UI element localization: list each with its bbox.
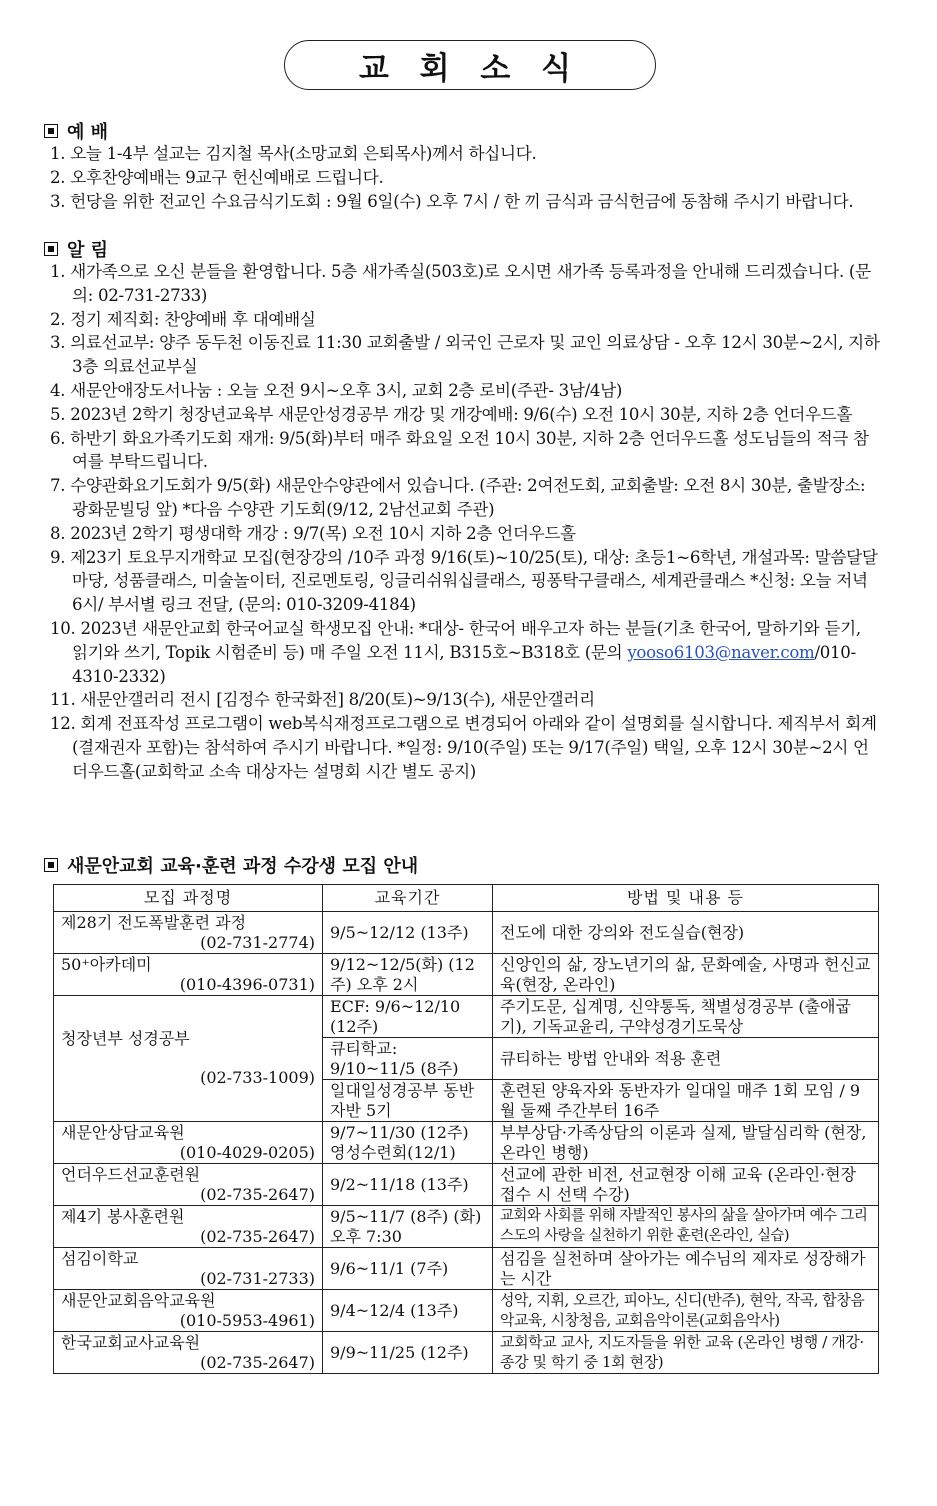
notice-item: 2. 정기 제직회: 찬양예배 후 대예배실 xyxy=(50,309,316,329)
notice-item: 6. 하반기 화요가족기도회 재개: 9/5(화)부터 매주 화요일 오전 10시 30분, 지하 2층 언더우드홀 성도님들의 적극 참여를 부탁드립니다. xyxy=(50,428,869,472)
education-table xyxy=(53,884,879,1374)
worship-item: 1. 오늘 1-4부 설교는 김지철 목사(소망교회 은퇴목사)께서 하십니다. xyxy=(50,144,537,163)
table-row: 청장년부 성경공부 (02-733-1009) ECF: 9/6~12/10 (12주) 주기도문, 십계명, 신약통독, 책별성경공부 (출애굽기), 기독교윤리, 구약성경기도묵상 xyxy=(54,996,879,1038)
worship-heading: 예 배 xyxy=(44,118,108,144)
email-link[interactable]: yooso6103@naver.com xyxy=(627,642,815,662)
notice-item: 11. 새문안갤러리 전시 [김정수 한국화전] 8/20(토)~9/13(수), 새문안갤러리 xyxy=(50,690,595,710)
notice-item: 7. 수양관화요기도회가 9/5(화) 새문안수양관에서 있습니다. (주관: 2여전도회, 교회출발: 오전 8시 30분, 출발장소: 광화문빌딩 앞) *다음 수양관 기도회(9/12, 2남선교회 주관) xyxy=(50,476,866,519)
header-course: 모집 과정명 xyxy=(54,885,323,912)
table-header-row xyxy=(54,885,879,912)
notice-item: 12. 회계 전표작성 프로그램이 web복식재정프로그램으로 변경되어 아래와 같이 설명회를 실시합니다. 제직부서 회계(결재권자 포함)는 참석하여 주시기 바랍니다. *일정: 9/10(주일) 또는 9/17(주일) 택일, 오후 12시 30분~2시 언더우드홀(교회학교 소속 대상자는 설명회 시간 별도 공지) xyxy=(50,714,877,781)
education-heading: 새문안교회 교육·훈련 과정 수강생 모집 안내 xyxy=(44,852,418,878)
header-period: 교육기간 xyxy=(323,885,493,912)
notice-item: 3. 의료선교부: 양주 동두천 이동진료 11:30 교회출발 / 외국인 근로자 및 교인 의료상담 - 오후 12시 30분~2시, 지하 3층 의료선교부실 xyxy=(50,333,880,377)
square-bullet-icon xyxy=(44,124,58,138)
square-bullet-icon xyxy=(44,858,58,872)
notice-item: 4. 새문안애장도서나눔 : 오늘 오전 9시~오후 3시, 교회 2층 로비(주관- 3남/4남) xyxy=(50,380,623,400)
header-content: 방법 및 내용 등 xyxy=(493,885,879,912)
worship-item: 2. 오후찬양예배는 9교구 헌신예배로 드립니다. xyxy=(50,167,384,187)
table-row: 50⁺아카데미 (010-4396-0731) 9/12~12/5(화) (12주) 오후 2시 신앙인의 삶, 장노년기의 삶, 문화예술, 사명과 헌신교육(현장, 온라인) xyxy=(54,954,879,996)
notice-item: 1. 새가족으로 오신 분들을 환영합니다. 5층 새가족실(503호)로 오시면 새가족 등록과정을 안내해 드리겠습니다. (문의: 02-731-2733) xyxy=(50,262,871,305)
notices-list xyxy=(50,260,880,784)
table-row: 일대일성경공부 동반자반 5기 훈련된 양육자와 동반자가 일대일 매주 1회 모임 / 9월 둘째 주간부터 16주 xyxy=(54,1080,879,1122)
notice-item: 5. 2023년 2학기 청장년교육부 새문안성경공부 개강 및 개강예배: 9/6(수) 오전 10시 30분, 지하 2층 언더우드홀 xyxy=(50,404,853,424)
table-row: 제4기 봉사훈련원 (02-735-2647) 9/5~11/7 (8주) (화) 오후 7:30 교회와 사회를 위해 자발적인 봉사의 삶을 살아가며 예수 그리스도의 사랑을 실천하기 위한 훈련(온라인, 실습) xyxy=(54,1206,879,1248)
worship-item: 3. 헌당을 위한 전교인 수요금식기도회 : 9월 6일(수) 오후 7시 / 한 끼 금식과 금식헌금에 동참해 주시기 바랍니다. xyxy=(50,191,854,211)
table-row: 섬김이학교 (02-731-2733) 9/6~11/1 (7주) 섬김을 실천하며 살아가는 예수님의 제자로 성장해가는 시간 xyxy=(54,1248,879,1290)
table-row: 새문안상담교육원 (010-4029-0205) 9/7~11/30 (12주) 영성수련회(12/1) 부부상담·가족상담의 이론과 실제, 발달심리학 (현장, 온라인 병행) xyxy=(54,1122,879,1164)
table-row: 언더우드선교훈련원 (02-735-2647) 9/2~11/18 (13주) 선교에 관한 비전, 선교현장 이해 교육 (온라인·현장 접수 시 선택 수강) xyxy=(54,1164,879,1206)
table-row: 큐티학교: 9/10~11/5 (8주) 큐티하는 방법 안내와 적용 훈련 xyxy=(54,1038,879,1080)
notice-item: 9. 제23기 토요무지개학교 모집(현장강의 /10주 과정 9/16(토)~10/25(토), 대상: 초등1~6학년, 개설과목: 말씀달달마당, 성품클래스, 미술놀이터, 진로멘토링, 잉글리쉬워십클래스, 핑퐁탁구클래스, 세계관클래스 *신청: 오늘 저녁 6시/ 부서별 링크 전달, (문의: 010-3209-4184) xyxy=(50,547,878,615)
notices-heading: 알 림 xyxy=(44,236,108,262)
notice-item: 10. 2023년 새문안교회 한국어교실 학생모집 안내: *대상- 한국어 배우고자 하는 분들(기초 한국어, 말하기와 듣기, 읽기와 쓰기, Topik 시험준비 등) 매 주일 오전 11시, B315호~B318호 (문의 yooso6103@naver.com/010-4310-2332) xyxy=(50,618,861,686)
table-row: 제28기 전도폭발훈련 과정 (02-731-2774) 9/5~12/12 (13주) 전도에 대한 강의와 전도실습(현장) xyxy=(54,912,879,954)
table-row: 한국교회교사교육원 (02-735-2647) 9/9~11/25 (12주) 교회학교 교사, 지도자들을 위한 교육 (온라인 병행 / 개강·종강 및 학기 중 1회 현장) xyxy=(54,1332,879,1374)
page-title: 교 회 소 식 xyxy=(284,40,656,90)
square-bullet-icon xyxy=(44,242,58,256)
table-row: 새문안교회음악교육원 (010-5953-4961) 9/4~12/4 (13주) 성악, 지휘, 오르간, 피아노, 신디(반주), 현악, 작곡, 합창음악교육, 시창청음, 교회음악이론(교회음악사) xyxy=(54,1290,879,1332)
worship-list xyxy=(50,142,880,213)
notice-item: 8. 2023년 2학기 평생대학 개강 : 9/7(목) 오전 10시 지하 2층 언더우드홀 xyxy=(50,523,576,543)
